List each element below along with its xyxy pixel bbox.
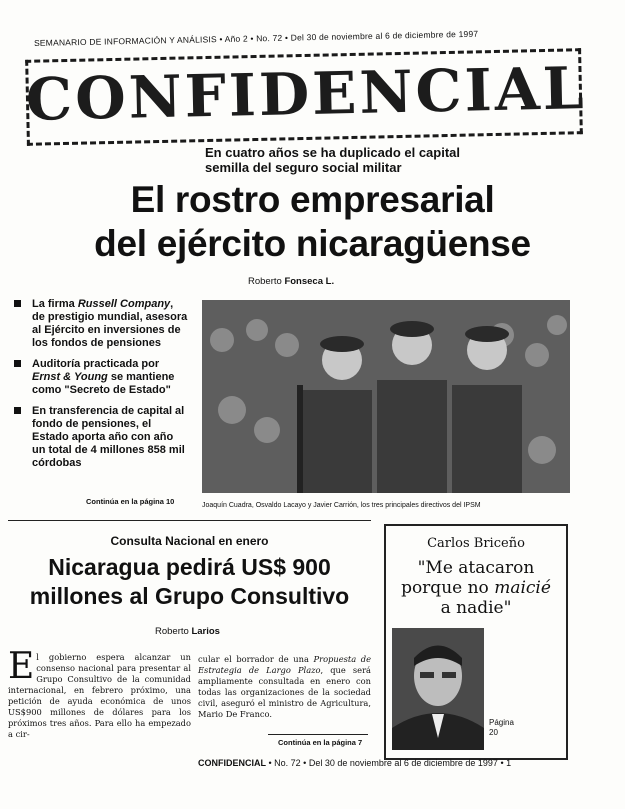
footer-brand: CONFIDENCIAL (198, 758, 266, 768)
second-byline (155, 626, 220, 637)
lead-byline-name: Fonseca L. (284, 276, 335, 287)
lead-headline-line2: del ejército nicaragüense (94, 223, 531, 264)
bullet-square-icon (14, 300, 21, 307)
sidebar-portrait (392, 628, 484, 750)
second-kicker: Consulta Nacional en enero (110, 534, 269, 548)
masthead-stamp (25, 48, 588, 146)
list-item: La firma Russell Company, de prestigio mundial, asesora al Ejército en inversiones de los fondos de pensiones (14, 298, 189, 350)
article-column-1 (8, 646, 191, 740)
column-1-text: l gobierno espera alcanzar un consenso nacional para presentar al Grupo Consultivo de la comunidad internacional, en febrero próximo, una petición de ayuda económica de unos US$900 millones de dólares para los próximos tres años. Para ello ha empezado a cir- (8, 652, 191, 739)
list-item: En transferencia de capital al fondo de pensiones, el Estado aporta año con año un total de 4 millones 858 mil córdobas (14, 405, 189, 470)
sidebar-name: Carlos Briceño (427, 536, 525, 551)
sidebar-box[interactable] (384, 524, 568, 760)
lead-bullet-list (14, 298, 189, 478)
lead-byline (248, 276, 334, 287)
masthead-info-line: SEMANARIO DE INFORMACIÓN Y ANÁLISIS • Año 2 • No. 72 • Del 30 de noviembre al 6 de diciembre de 1997 (33, 28, 479, 48)
list-item: Auditoría practicada por Ernst & Young se mantiene como "Secreto de Estado" (14, 358, 189, 397)
lead-headline-line1: El rostro empresarial (130, 179, 495, 220)
lead-headline (20, 178, 605, 266)
page-footer (198, 758, 511, 768)
masthead-title: CONFIDENCIAL (25, 54, 588, 134)
second-byline-name: Larios (191, 626, 220, 637)
portrait-image (392, 628, 484, 750)
officers-photo-image (202, 300, 570, 493)
lead-kicker: En cuatro años se ha duplicado el capital semilla del seguro social militar (205, 145, 461, 175)
bullet-square-icon (14, 407, 21, 414)
photo-caption: Joaquín Cuadra, Osvaldo Lacayo y Javier Carrión, los tres principales directivos del IPSM (202, 502, 481, 509)
second-headline-line1: Nicaragua pedirá US$ 900 (48, 554, 331, 580)
section-divider (8, 520, 371, 521)
sidebar-page-ref: Página 20 (489, 718, 514, 737)
second-headline-line2: millones al Grupo Consultivo (29, 583, 350, 609)
lead-continued-link[interactable]: Continúa en la página 10 (86, 497, 175, 506)
second-headline (8, 553, 371, 611)
sidebar-quote: "Me atacaron porque no maicié a nadie" (401, 558, 551, 618)
bullet-square-icon (14, 360, 21, 367)
second-continued-link[interactable]: Continúa en la página 7 (278, 738, 363, 747)
lead-photo (202, 300, 570, 493)
lead-byline-prefix: Roberto (248, 276, 282, 287)
second-byline-prefix: Roberto (155, 626, 189, 637)
continued-rule (268, 734, 368, 735)
dropcap: E (8, 646, 35, 687)
article-column-2: cular el borrador de una Propuesta de Estrategia de Largo Plazo, que será ampliamente consultada en enero con todas las organizaciones de la sociedad civil, aseguró el ministro de Agricultura, Mario De Franco. (198, 654, 371, 719)
footer-text: • No. 72 • Del 30 de noviembre al 6 de diciembre de 1997 • 1 (266, 758, 512, 768)
